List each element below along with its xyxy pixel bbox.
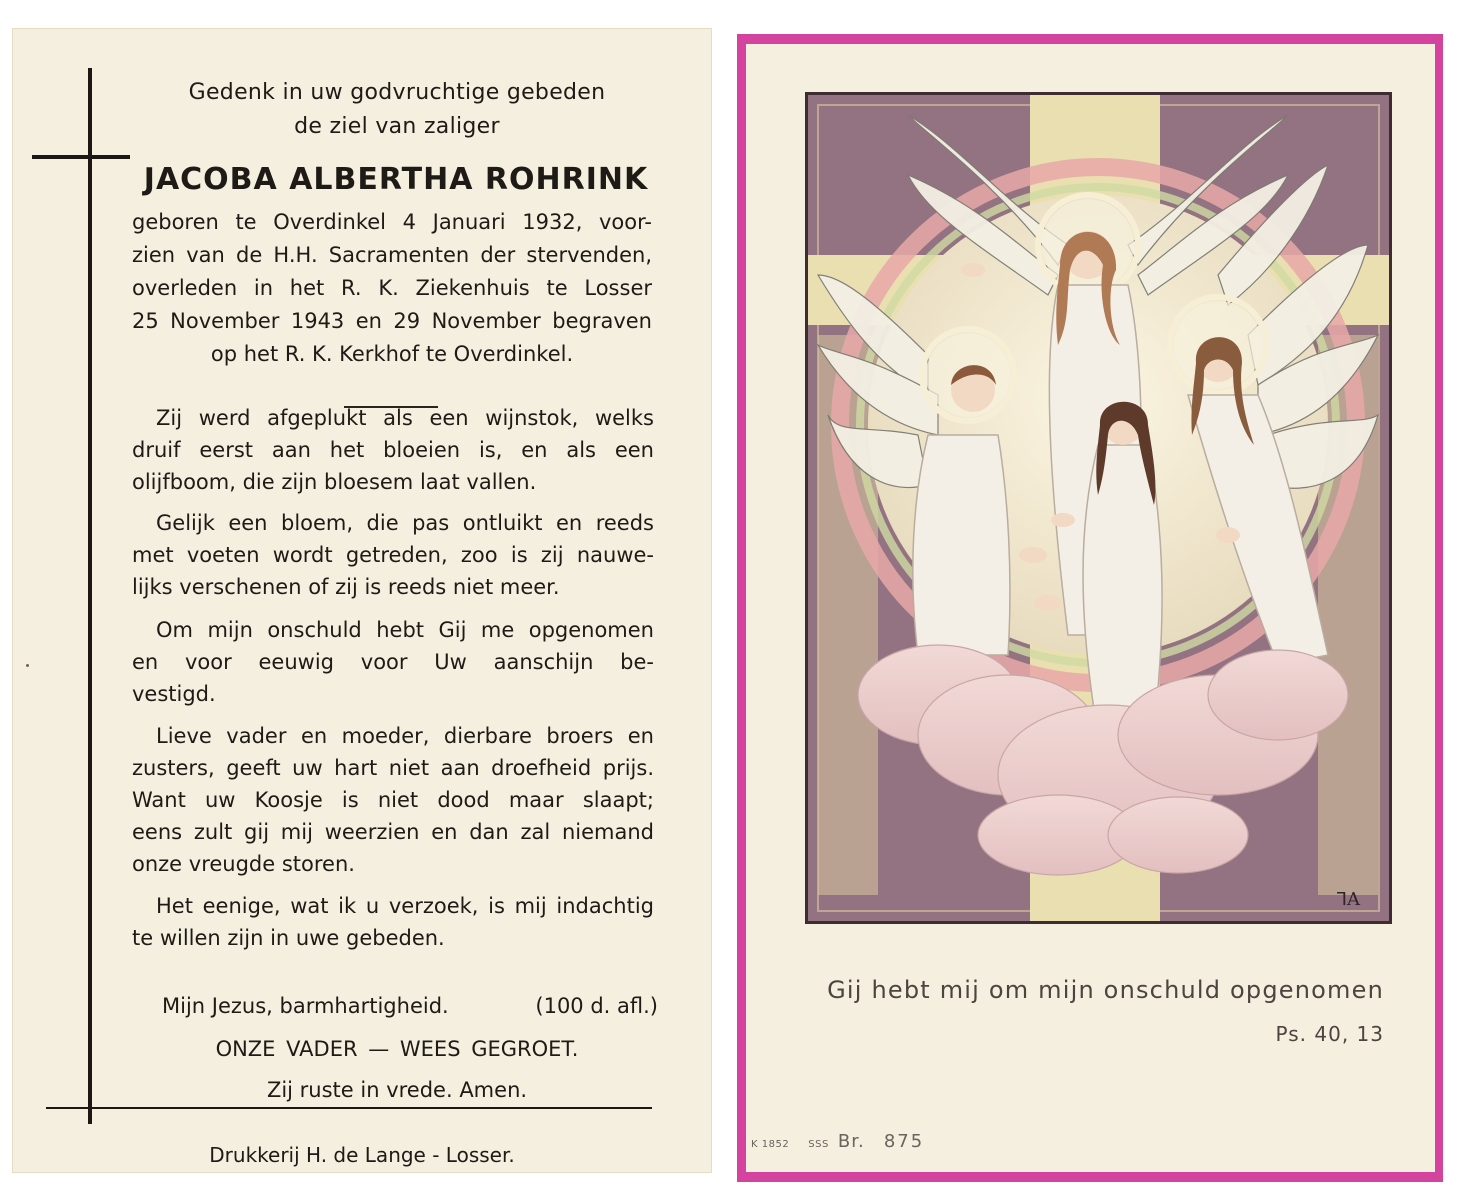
header-line-1: Gedenk in uw godvruchtige gebeden [188, 80, 606, 105]
cross-vertical-bar [88, 68, 92, 1124]
prayer-text: Mijn Jezus, barmhartigheid. [162, 994, 449, 1018]
header-line-2: de ziel van zaliger [294, 114, 500, 139]
cross-horizontal-bar [32, 155, 130, 159]
paragraph-line: Lieve vader en moeder, dierbare broers en [156, 724, 654, 748]
paragraph-line: te willen zijn in uwe gebeden. [132, 926, 445, 950]
code-k: K 1852 [751, 1139, 790, 1150]
card-paper [746, 44, 1435, 1172]
printer-credit: Drukkerij H. de Lange - Losser. [209, 1143, 515, 1167]
paragraph-line: met voeten wordt getreden, zoo is zij nauwe- [132, 543, 654, 567]
bio-line: zien van de H.H. Sacramenten der stervenden, [132, 243, 652, 267]
paragraph-line: Zij werd afgeplukt als een wijnstok, welks [156, 406, 654, 430]
paragraph-line: druif eerst aan het bloeien is, en als een [132, 438, 654, 462]
paragraph-line: en voor eeuwig voor Uw aanschijn be- [132, 650, 654, 674]
prayers-caps: ONZE VADER — WEES GEGROET. [215, 1037, 579, 1061]
paragraph-line: Want uw Koosje is niet dood maar slaapt; [132, 788, 654, 812]
code-number: 875 [883, 1131, 925, 1152]
verse-caption: Gij hebt mij om mijn onschuld opgenomen [827, 976, 1384, 1004]
paragraph-line: eens zult gij mij weerzien en dan zal niemand [132, 820, 654, 844]
deceased-name: JACOBA ALBERTHA ROHRINK [143, 162, 649, 197]
paragraph-innocence [132, 614, 654, 710]
print-code [751, 1131, 924, 1152]
biography-block [132, 206, 652, 371]
paragraph-flower [132, 507, 654, 603]
paragraph-vine [132, 402, 654, 498]
paragraph-line: lijks verschenen of zij is reeds niet meer. [132, 575, 560, 599]
indulgence-text: (100 d. afl.) [535, 994, 658, 1018]
paragraph-line: Om mijn onschuld hebt Gij me opgenomen [156, 618, 654, 642]
paragraph-line: olijfboom, die zijn bloesem laat vallen. [132, 470, 537, 494]
memorial-card-text-side [12, 28, 712, 1173]
paragraph-line: zusters, geeft uw hart niet aan droefheid prijs. [132, 756, 654, 780]
speck [26, 664, 29, 667]
paragraph-request [132, 890, 654, 954]
paragraph-parents [132, 720, 654, 880]
prayer-row [162, 990, 658, 1022]
angels-illustration-svg [808, 95, 1389, 921]
bio-line: op het R. K. Kerkhof te Overdinkel. [210, 342, 574, 366]
closing-line: Zij ruste in vrede. Amen. [266, 1078, 528, 1102]
memorial-card-picture-side [737, 34, 1443, 1182]
artist-monogram: ᒣA [1336, 889, 1360, 910]
psalm-reference: Ps. 40, 13 [1275, 1022, 1384, 1046]
paragraph-line: Het eenige, wat ik u verzoek, is mij indachtig [156, 894, 654, 918]
bottom-divider [46, 1107, 652, 1109]
paragraph-line: vestigd. [132, 682, 216, 706]
paragraph-line: Gelijk een bloem, die pas ontluikt en reeds [156, 511, 654, 535]
bio-line: geboren te Overdinkel 4 Januari 1932, voor- [132, 210, 652, 234]
paragraph-line: onze vreugde storen. [132, 852, 355, 876]
code-br: Br. [837, 1131, 865, 1152]
code-sss: SSS [808, 1139, 829, 1150]
bio-line: overleden in het R. K. Ziekenhuis te Losser [132, 276, 652, 300]
bio-line: 25 November 1943 en 29 November begraven [132, 309, 652, 333]
angels-illustration [805, 92, 1392, 924]
